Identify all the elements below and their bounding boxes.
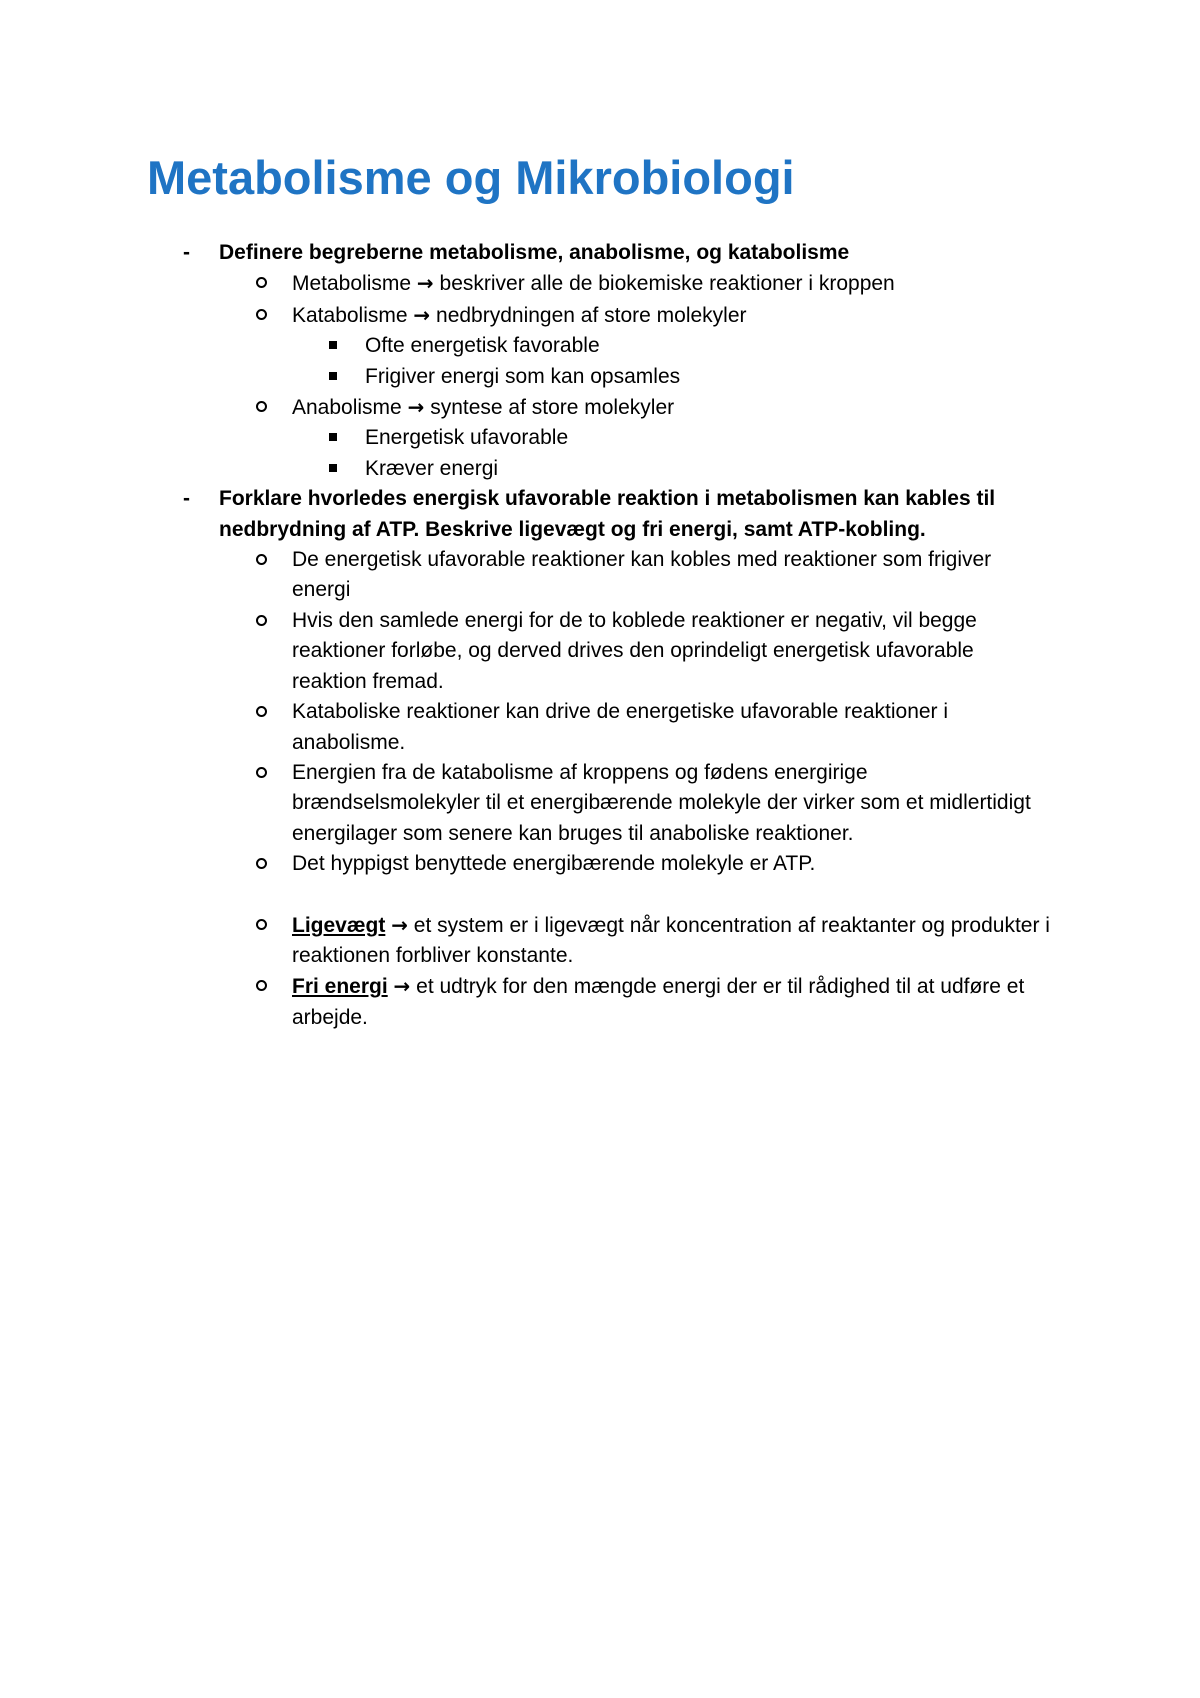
circle-bullet-icon (256, 401, 267, 412)
section-heading: - Forklare hvorledes energisk ufavorable reaktion i metabolismen kan kables til nedbrydning af ATP. Beskrive ligevægt og fri energi, samt ATP-kobling. (0, 484, 1009, 545)
circle-bullet-icon (256, 554, 267, 565)
arrow-icon: → (407, 395, 425, 420)
list-item: Kataboliske reaktioner kan drive de energetiske ufavorable reaktioner i anabolisme. (0, 697, 1052, 758)
sub-list-item: Ofte energetisk favorable (0, 331, 1045, 361)
term: Metabolisme (292, 272, 412, 296)
notes-list (0, 238, 1200, 1033)
spacer (0, 880, 1200, 910)
list-item: Metabolisme → beskriver alle de biokemiske reaktioner i kroppen (0, 268, 1052, 299)
square-bullet-icon (329, 464, 337, 472)
circle-bullet-icon (256, 858, 267, 869)
list-item: Energien fra de katabolisme af kroppens og fødens energirige brændselsmolekyler til et energibærende molekyle der virker som et midlertidigt energilager som senere kan bruges til anaboliske reaktioner. (0, 758, 1052, 849)
arrow-icon: → (393, 974, 411, 999)
arrow-icon: → (416, 271, 434, 296)
dash-bullet: - (183, 241, 190, 264)
definition-item: Ligevægt → et system er i ligevægt når koncentration af reaktanter og produkter i reaktionen forbliver konstante. (0, 910, 1052, 972)
term: Ligevægt (292, 913, 386, 937)
square-bullet-icon (329, 372, 337, 380)
square-bullet-icon (329, 433, 337, 441)
term: Katabolisme (292, 303, 408, 327)
sub-list-item: Energetisk ufavorable (0, 423, 1045, 453)
circle-bullet-icon (256, 309, 267, 320)
arrow-icon: → (391, 912, 408, 937)
square-bullet-icon (329, 341, 337, 349)
term: Fri energi (292, 975, 388, 999)
circle-bullet-icon (256, 615, 267, 626)
list-item: Det hyppigst benyttede energibærende molekyle er ATP. (0, 849, 1052, 879)
list-item: Katabolisme → nedbrydningen af store molekyler (0, 300, 1052, 331)
arrow-icon: → (413, 302, 431, 327)
list-item: Hvis den samlede energi for de to koblede reaktioner er negativ, vil begge reaktioner forløbe, og derved drives den oprindeligt energetisk ufavorable reaktion fremad. (0, 606, 1052, 697)
term: Anabolisme (292, 396, 402, 420)
sub-list-item: Frigiver energi som kan opsamles (0, 362, 1045, 392)
list-item: Anabolisme → syntese af store molekyler (0, 392, 1052, 423)
page-title: Metabolisme og Mikrobiologi (147, 151, 795, 204)
circle-bullet-icon (256, 767, 267, 778)
list-item: De energetisk ufavorable reaktioner kan kobles med reaktioner som frigiver energi (0, 545, 1052, 606)
circle-bullet-icon (256, 980, 267, 991)
dash-bullet: - (183, 487, 190, 511)
sub-list-item: Kræver energi (0, 454, 1045, 484)
definition-item: Fri energi → et udtryk for den mængde energi der er til rådighed til at udføre et arbejde. (0, 971, 1052, 1033)
circle-bullet-icon (256, 277, 267, 288)
section-heading: - Definere begreberne metabolisme, anabolisme, og katabolisme (0, 238, 1009, 268)
circle-bullet-icon (256, 706, 267, 717)
circle-bullet-icon (256, 919, 267, 930)
